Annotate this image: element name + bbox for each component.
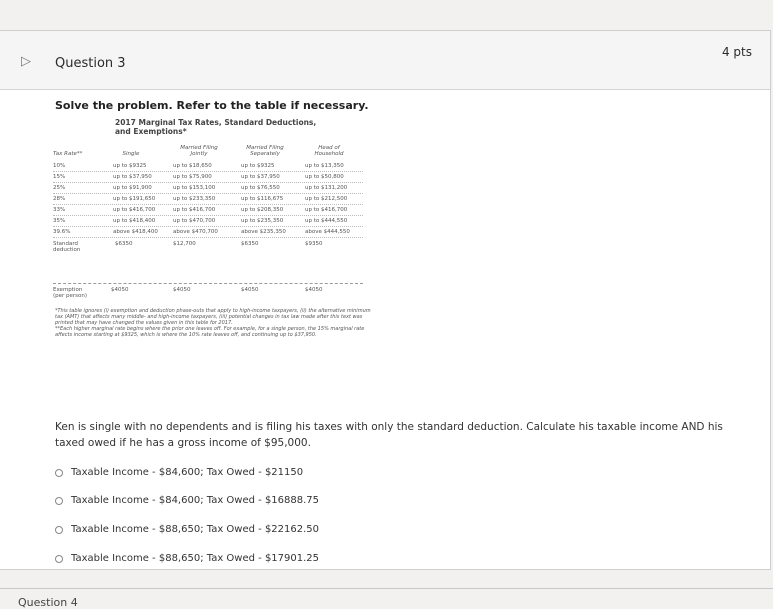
answer-option-4[interactable]: Taxable Income - $88,650; Tax Owed - $17901.25 <box>55 553 319 564</box>
radio-button[interactable] <box>55 469 63 477</box>
question-title: Question 3 <box>55 56 126 71</box>
flag-icon[interactable]: ▷ <box>21 54 31 69</box>
radio-button[interactable] <box>55 555 63 563</box>
table-cell-hoh: up to $212,500 <box>305 196 348 202</box>
header-head-of-household: Head of Household <box>314 145 344 157</box>
std-deduction-mfj: $12,700 <box>173 241 196 247</box>
table-cell-mfj: up to $233,350 <box>173 196 216 202</box>
table-cell-hoh: up to $50,800 <box>305 174 344 180</box>
question-card <box>0 30 771 570</box>
std-deduction-label: Standard deduction <box>53 241 81 253</box>
table-cell-single: up to $416,700 <box>113 207 156 213</box>
header-married-separately: Married Filing Separately <box>246 145 284 157</box>
table-cell-mfs: up to $116,675 <box>241 196 284 202</box>
table-title: 2017 Marginal Tax Rates, Standard Deductions, and Exemptions* <box>115 118 317 136</box>
question-points: 4 pts <box>721 45 752 59</box>
table-cell-mfs: up to $9325 <box>241 163 275 169</box>
table-cell-single: up to $191,650 <box>113 196 156 202</box>
table-row-divider <box>53 171 363 172</box>
table-cell-hoh: up to $131,200 <box>305 185 348 191</box>
table-cell-single: up to $37,950 <box>113 174 152 180</box>
tax-rate-table <box>53 143 393 307</box>
table-cell-single: up to $9325 <box>113 163 147 169</box>
table-cell-rate: 39.6% <box>53 229 71 235</box>
exemption-mfs: $4050 <box>241 287 259 293</box>
table-row-divider <box>53 182 363 183</box>
table-cell-mfs: up to $235,350 <box>241 218 284 224</box>
table-cell-mfj: above $470,700 <box>173 229 218 235</box>
question-header <box>0 31 770 90</box>
table-row-divider <box>53 226 363 227</box>
table-row-divider <box>53 204 363 205</box>
std-deduction-hoh: $9350 <box>305 241 323 247</box>
std-deduction-mfs: $6350 <box>241 241 259 247</box>
header-single: Single <box>122 151 140 157</box>
table-cell-mfj: up to $18,650 <box>173 163 212 169</box>
question-body: Ken is single with no dependents and is filing his taxes with only the standard deduction. Calculate his taxable income AND his taxed owed if he has a gross income of $95,000. <box>55 421 723 449</box>
table-cell-hoh: up to $444,550 <box>305 218 348 224</box>
exemption-label: Exemption (per person) <box>53 287 88 299</box>
answer-option-2[interactable]: Taxable Income - $84,600; Tax Owed - $16888.75 <box>55 495 319 506</box>
table-cell-hoh: up to $416,700 <box>305 207 348 213</box>
table-cell-mfs: up to $37,950 <box>241 174 280 180</box>
table-cell-mfs: above $235,350 <box>241 229 286 235</box>
exemption-single: $4050 <box>111 287 129 293</box>
table-row-divider <box>53 237 363 238</box>
answer-option-1[interactable]: Taxable Income - $84,600; Tax Owed - $21150 <box>55 467 303 478</box>
radio-button[interactable] <box>55 526 63 534</box>
exemption-mfj: $4050 <box>173 287 191 293</box>
table-cell-rate: 35% <box>53 218 66 224</box>
question-prompt: Solve the problem. Refer to the table if necessary. <box>55 99 369 112</box>
table-cell-rate: 10% <box>53 163 66 169</box>
answer-option-3[interactable]: Taxable Income - $88,650; Tax Owed - $22162.50 <box>55 524 319 535</box>
table-cell-hoh: up to $13,350 <box>305 163 344 169</box>
table-divider <box>53 283 363 284</box>
table-cell-mfj: up to $470,700 <box>173 218 216 224</box>
table-footnote: *This table ignores (i) exemption and deduction phase-outs that apply to high-income taxpayers, (ii) the alternative minimum tax (AMT) that affects many middle- and high-income taxpayers, (iii) potential changes in tax law made after this text was printed that may have changed the values given in this table for 2017. **Each higher marginal rate begins where the prior one leaves off. For example, for a single person, the 15% marginal rate affects income starting at $9325, which is where the 10% rate leaves off, and continuing up to $37,950. <box>55 308 371 338</box>
table-cell-mfj: up to $153,100 <box>173 185 216 191</box>
std-deduction-single: $6350 <box>115 241 133 247</box>
header-married-jointly: Married Filing Jointly <box>180 145 218 157</box>
table-cell-rate: 25% <box>53 185 66 191</box>
header-tax-rate: Tax Rate** <box>53 151 83 157</box>
table-cell-mfs: up to $76,550 <box>241 185 280 191</box>
table-row-divider <box>53 193 363 194</box>
table-cell-single: up to $418,400 <box>113 218 156 224</box>
table-cell-mfj: up to $416,700 <box>173 207 216 213</box>
table-cell-single: up to $91,900 <box>113 185 152 191</box>
table-cell-rate: 28% <box>53 196 66 202</box>
table-cell-mfj: up to $75,900 <box>173 174 212 180</box>
table-cell-hoh: above $444,550 <box>305 229 350 235</box>
table-cell-rate: 33% <box>53 207 66 213</box>
table-cell-rate: 15% <box>53 174 66 180</box>
table-cell-mfs: up to $208,350 <box>241 207 284 213</box>
exemption-hoh: $4050 <box>305 287 323 293</box>
table-row-divider <box>53 215 363 216</box>
radio-button[interactable] <box>55 497 63 505</box>
question-divider <box>0 588 773 589</box>
table-cell-single: above $418,400 <box>113 229 158 235</box>
next-question-title: Question 4 <box>18 596 78 609</box>
